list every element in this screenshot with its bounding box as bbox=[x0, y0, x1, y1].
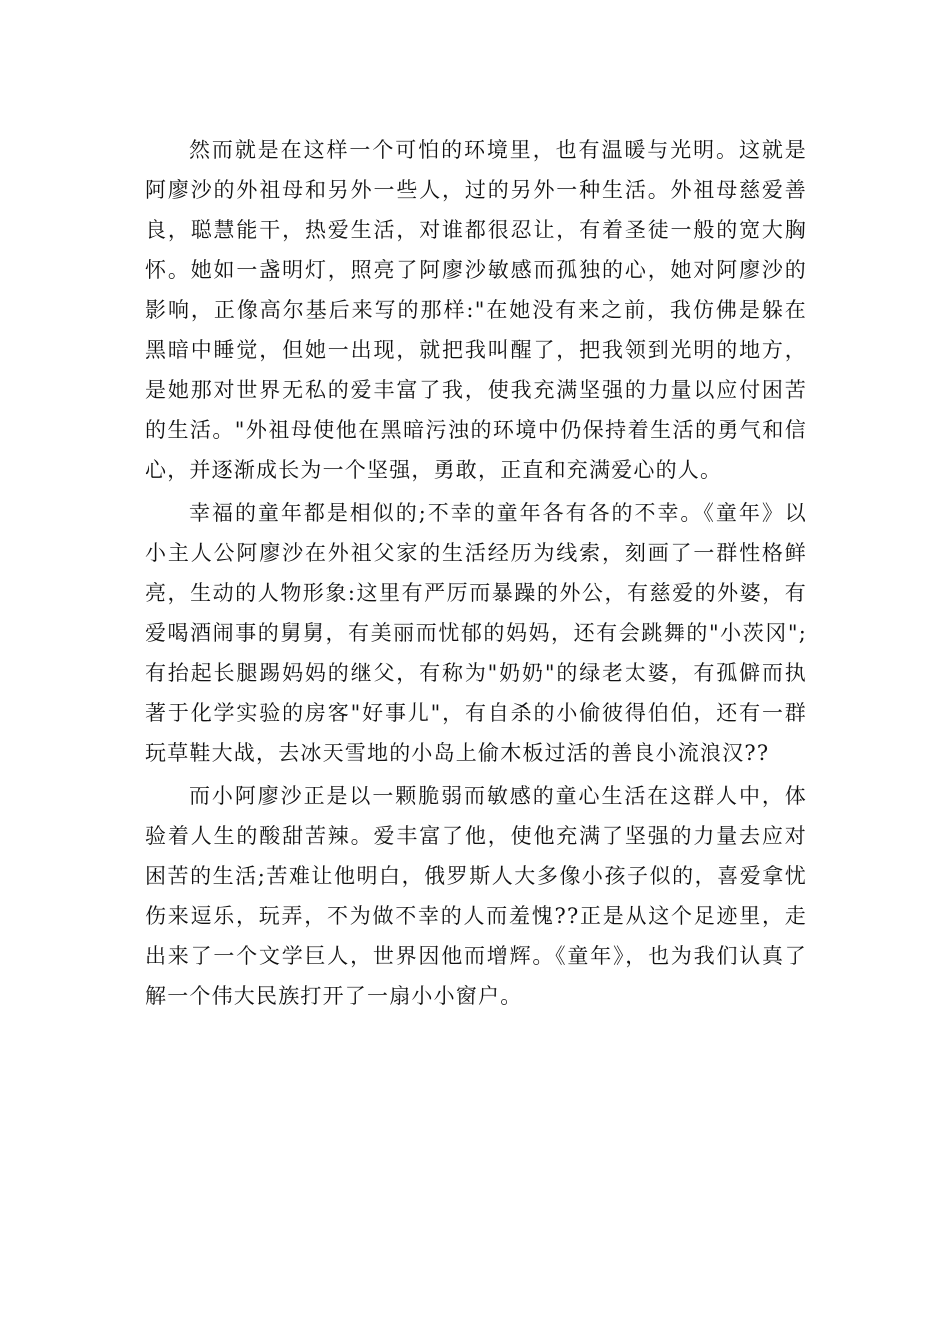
paragraph-grandmother: 然而就是在这样一个可怕的环境里，也有温暖与光明。这就是阿廖沙的外祖母和另外一些人，过的另外一种生活。外祖母慈爱善良，聪慧能干，热爱生活，对谁都很忍让，有着圣徒一般的宽大胸怀。她如一盏明灯，照亮了阿廖沙敏感而孤独的心，她对阿廖沙的影响，正像高尔基后来写的那样:"在她没有来之前，我仿佛是躲在黑暗中睡觉，但她一出现，就把我叫醒了，把我领到光明的地方，是她那对世界无私的爱丰富了我，使我充满坚强的力量以应付困苦的生活。"外祖母使他在黑暗污浊的环境中仍保持着生活的勇气和信心，并逐渐成长为一个坚强，勇敢，正直和充满爱心的人。 bbox=[145, 138, 807, 482]
paragraph-conclusion: 而小阿廖沙正是以一颗脆弱而敏感的童心生活在这群人中，体验着人生的酸甜苦辣。爱丰富了他，使他充满了坚强的力量去应对困苦的生活;苦难让他明白，俄罗斯人大多像小孩子似的，喜爱拿忧伤来逗乐，玩弄，不为做不幸的人而羞愧??正是从这个足迹里，走出来了一个文学巨人，世界因他而增辉。《童年》，也为我们认真了解一个伟大民族打开了一扇小小窗户。 bbox=[145, 784, 807, 1008]
document-body bbox=[145, 130, 807, 1016]
paragraph-childhood-characters: 幸福的童年都是相似的;不幸的童年各有各的不幸。《童年》以小主人公阿廖沙在外祖父家的生活经历为线索，刻画了一群性格鲜亮，生动的人物形象:这里有严厉而暴躁的外公，有慈爱的外婆，有爱喝酒闹事的舅舅，有美丽而忧郁的妈妈，还有会跳舞的"小茨冈";有抬起长腿踢妈妈的继父，有称为"奶奶"的绿老太婆，有孤僻而执著于化学实验的房客"好事儿"，有自杀的小偷彼得伯伯，还有一群玩草鞋大战，去冰天雪地的小岛上偷木板过活的善良小流浪汉?? bbox=[145, 501, 807, 765]
